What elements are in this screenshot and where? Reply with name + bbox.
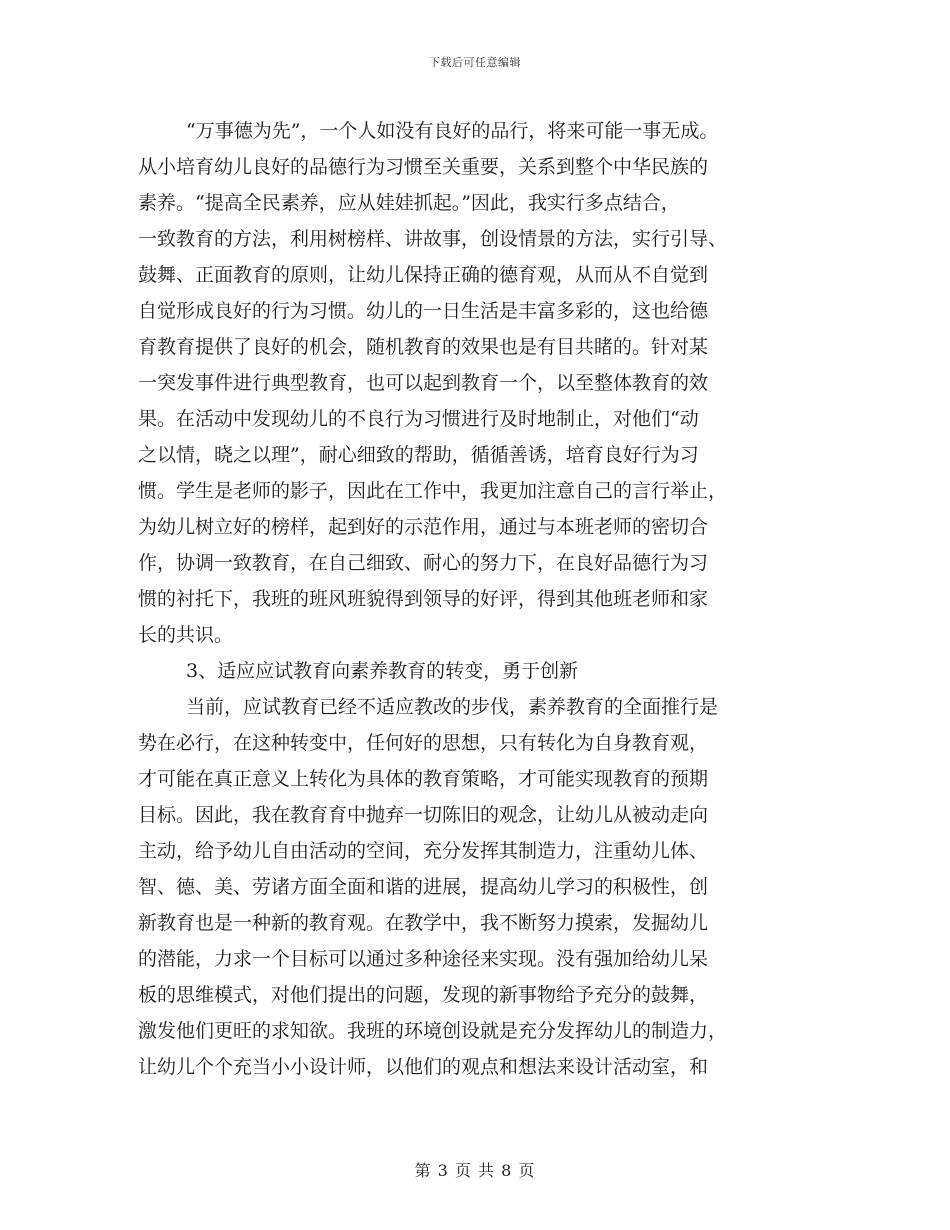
page-number-footer: 第 3 页 共 8 页 xyxy=(414,1161,536,1180)
text-line: 惯的衬托下，我班的班风班貌得到领导的好评，得到其他班老师和家 xyxy=(138,588,709,610)
text-line: 才可能在真正意义上转化为具体的教育策略，才可能实现教育的预期 xyxy=(138,768,709,790)
text-line: 作，协调一致教育，在自己细致、耐心的努力下，在良好品德行为习 xyxy=(138,552,709,574)
text-line: 素养。“提高全民素养，应从娃娃抓起。”因此，我实行多点结合， xyxy=(138,192,680,214)
text-line: 板的思维模式，对他们提出的问题，发现的新事物给予充分的鼓舞， xyxy=(138,984,709,1006)
page-header-note: 下载后可任意编辑 xyxy=(429,56,521,69)
text-line: 长的共识。 xyxy=(138,624,234,646)
text-line: 激发他们更旺的求知欲。我班的环境创设就是充分发挥幼儿的制造力， xyxy=(138,1020,728,1042)
document-body xyxy=(138,113,838,1085)
text-line: 为幼儿树立好的榜样，起到好的示范作用，通过与本班老师的密切合 xyxy=(138,516,709,538)
text-line: 新教育也是一种新的教育观。在教学中，我不断努力摸索，发掘幼儿 xyxy=(138,912,709,934)
text-line: 自觉形成良好的行为习惯。幼儿的一日生活是丰富多彩的，这也给德 xyxy=(138,300,709,322)
text-line: 让幼儿个个充当小小设计师，以他们的观点和想法来设计活动室，和 xyxy=(138,1056,709,1078)
text-line: 一致教育的方法，利用树榜样、讲故事，创设情景的方法，实行引导、 xyxy=(138,228,728,250)
text-line: 势在必行，在这种转变中，任何好的思想，只有转化为自身教育观， xyxy=(138,732,709,754)
text-line: 之以情，晓之以理”，耐心细致的帮助，循循善诱，培育良好行为习 xyxy=(138,444,699,466)
text-line: “万事德为先”，一个人如没有良好的品行，将来可能一事无成。 xyxy=(186,120,719,142)
text-line: 智、德、美、劳诸方面全面和谐的进展，提高幼儿学习的积极性，创 xyxy=(138,876,709,898)
text-line: 从小培育幼儿良好的品德行为习惯至关重要，关系到整个中华民族的 xyxy=(138,156,709,178)
text-line: 果。在活动中发现幼儿的不良行为习惯进行及时地制止，对他们“动 xyxy=(138,408,699,430)
text-line: 主动，给予幼儿自由活动的空间，充分发挥其制造力，注重幼儿体、 xyxy=(138,840,709,862)
text-line: 惯。学生是老师的影子，因此在工作中，我更加注意自己的言行举止， xyxy=(138,480,728,502)
text-line: 当前，应试教育已经不适应教改的步伐，素养教育的全面推行是 xyxy=(186,696,719,718)
text-line: 3、适应应试教育向素养教育的转变，勇于创新 xyxy=(186,660,579,682)
text-line: 一突发事件进行典型教育，也可以起到教育一个，以至整体教育的效 xyxy=(138,372,709,394)
text-line: 鼓舞、正面教育的原则，让幼儿保持正确的德育观，从而从不自觉到 xyxy=(138,264,709,286)
text-line: 的潜能，力求一个目标可以通过多种途径来实现。没有强加给幼儿呆 xyxy=(138,948,709,970)
text-line: 育教育提供了良好的机会，随机教育的效果也是有目共睹的。针对某 xyxy=(138,336,709,358)
text-line: 目标。因此，我在教育育中抛弃一切陈旧的观念，让幼儿从被动走向 xyxy=(138,804,709,826)
